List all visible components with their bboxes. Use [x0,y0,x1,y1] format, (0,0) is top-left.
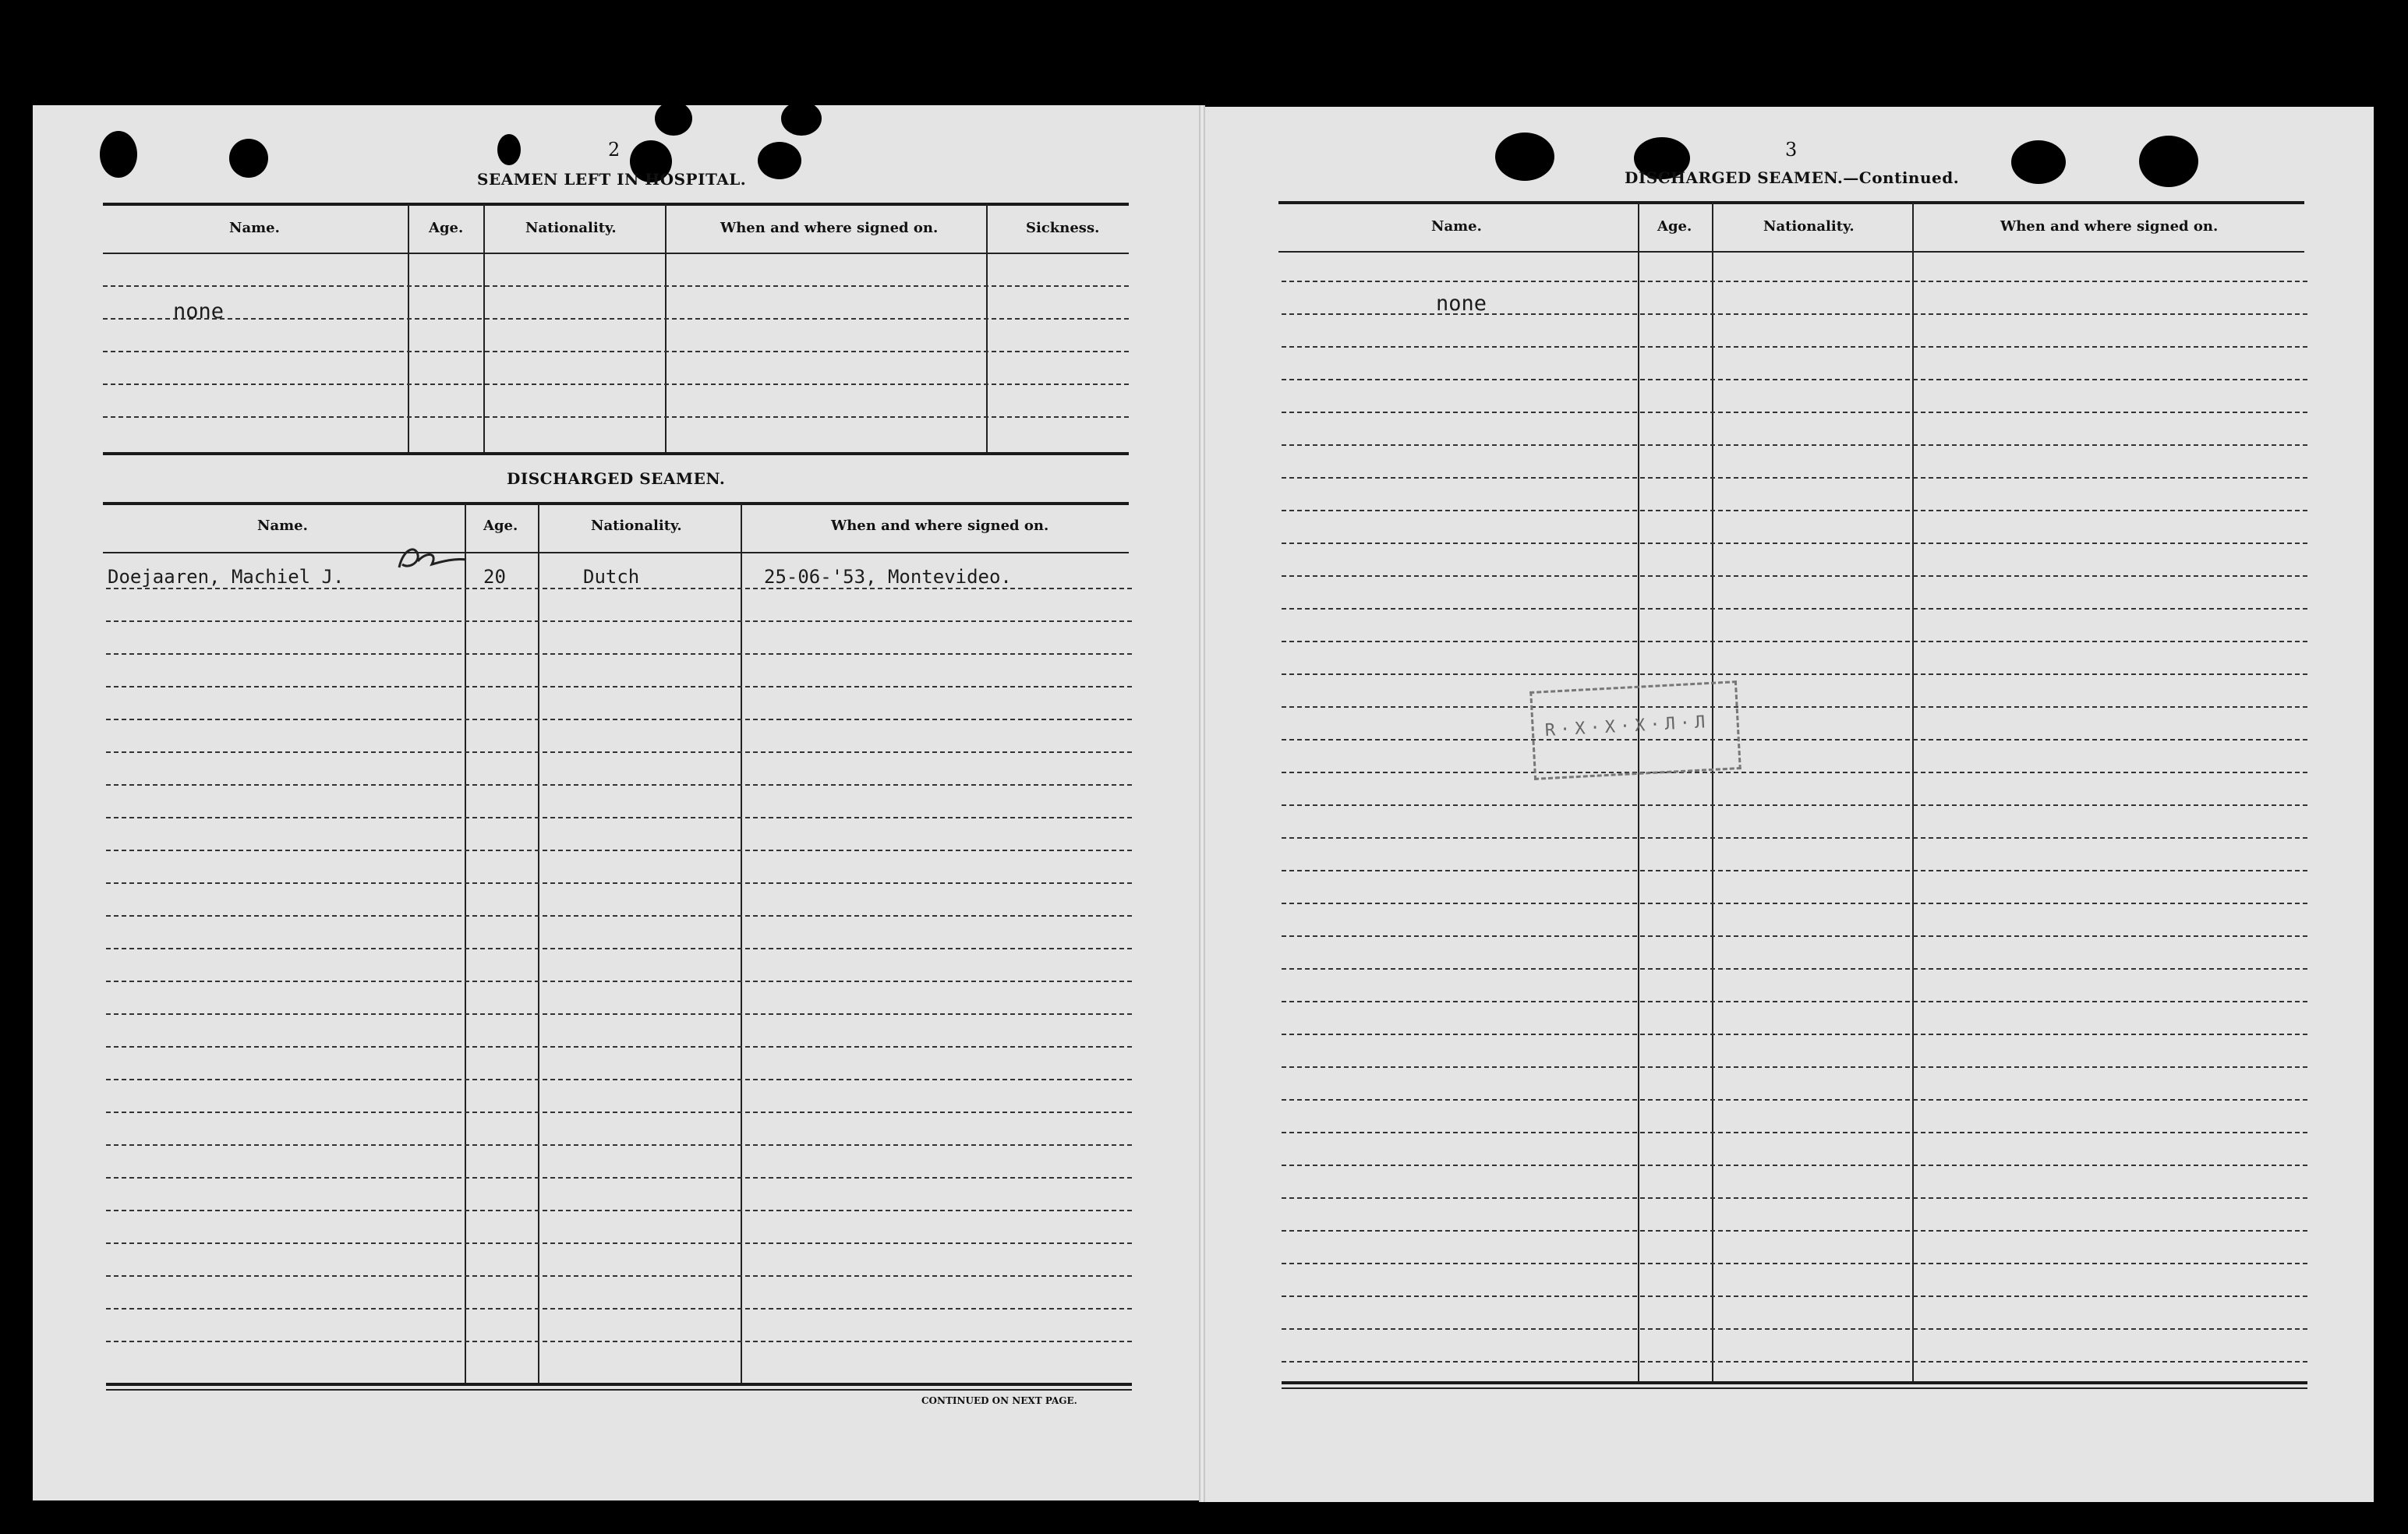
ruled-line [1282,1099,2307,1101]
punch-hole [2139,136,2198,187]
hospital-col-sickness: Sickness. [1026,220,1100,236]
hospital-col-age: Age. [429,220,464,236]
hospital-divider [986,204,988,452]
right-bottom-rule [1282,1381,2307,1384]
ruled-line [1282,313,2307,315]
discharged-section-title: DISCHARGED SEAMEN. [507,469,726,488]
ruled-line [106,1013,1132,1015]
ruled-line [106,850,1132,851]
discharged-bottom-rule-2 [106,1389,1132,1391]
ruled-line [106,719,1132,720]
punch-hole [758,142,801,179]
ruled-line [1282,1197,2307,1199]
hospital-divider [665,204,667,452]
punch-hole [1495,133,1554,181]
hospital-row-line [103,285,1129,287]
ruled-line [1282,412,2307,413]
ruled-line [1282,673,2307,675]
discharged-divider [538,504,539,1383]
ruled-line [1282,575,2307,577]
right-col-name: Name. [1431,218,1482,235]
right-top-rule [1278,201,2304,204]
ruled-line [106,1177,1132,1179]
ruled-line [1282,1132,2307,1133]
hospital-row-line [103,384,1129,385]
ruled-line [106,1210,1132,1211]
ruled-line [1282,935,2307,937]
page-gutter [1199,105,1205,1502]
discharged-divider [465,504,466,1383]
ruled-line [106,1341,1132,1342]
right-entry: none [1436,292,1487,316]
ruled-line [106,981,1132,982]
punch-hole [497,134,521,165]
left-page-number: 2 [608,139,621,161]
discharged-col-nationality: Nationality. [591,518,682,534]
ruled-line [1282,608,2307,610]
hospital-divider [408,204,409,452]
discharged-row-signed-on: 25-06-'53, Montevideo. [764,566,1012,588]
ruled-line [106,1079,1132,1080]
discharged-col-age: Age. [483,518,518,534]
punch-hole [229,139,268,178]
hospital-divider [483,204,485,452]
ruled-line [106,751,1132,753]
ruled-line [106,948,1132,949]
ruled-line [1282,968,2307,970]
ruled-line [1282,837,2307,839]
discharged-top-rule [103,502,1129,505]
ruled-line [1282,804,2307,806]
hospital-col-nationality: Nationality. [525,220,617,236]
discharged-col-signed-on: When and where signed on. [831,518,1049,534]
punch-hole [655,101,692,136]
hospital-row-line [103,351,1129,352]
punch-hole [2011,140,2066,184]
continued-note: CONTINUED ON NEXT PAGE. [921,1395,1077,1406]
right-col-signed-on: When and where signed on. [2000,218,2219,235]
ruled-line [106,686,1132,687]
ruled-line [106,882,1132,884]
ruled-line [1282,346,2307,348]
ruled-line [1282,870,2307,871]
ruled-line [1282,379,2307,380]
discharged-row-name: Doejaaren, Machiel J. [108,566,345,588]
right-section-title: DISCHARGED SEAMEN.—Continued. [1625,168,1960,187]
ruled-line [106,1144,1132,1146]
ruled-line [106,620,1132,622]
ruled-line [1282,739,2307,740]
handwritten-mark [394,543,469,574]
ruled-line [1282,1295,2307,1297]
ruled-line [106,915,1132,917]
ruled-line [106,1308,1132,1310]
ruled-line [1282,1328,2307,1330]
hospital-col-signed-on: When and where signed on. [720,220,939,236]
ruled-line [106,1275,1132,1277]
ruled-line [1282,1263,2307,1264]
hospital-top-rule [103,203,1129,206]
ruled-line [1282,281,2307,282]
ruled-line [1282,477,2307,479]
ruled-line [1282,706,2307,708]
right-page-number: 3 [1785,139,1798,161]
punch-hole [781,101,822,136]
hospital-row-line [103,318,1129,320]
right-col-age: Age. [1657,218,1692,235]
ruled-line [106,784,1132,786]
ruled-line [106,817,1132,818]
ruled-line [1282,1165,2307,1166]
discharged-row-age: 20 [483,566,506,588]
ruled-line [1282,444,2307,446]
ruled-line [106,653,1132,655]
discharged-row-nationality: Dutch [583,566,640,588]
ruled-line [1282,543,2307,544]
ruled-line [1282,510,2307,511]
ruled-line [106,1242,1132,1244]
ruled-line [1282,1230,2307,1232]
ruled-line [1282,1001,2307,1002]
discharged-header-rule [103,552,1129,553]
right-bottom-rule-2 [1282,1387,2307,1389]
ruled-line [106,1046,1132,1048]
hospital-header-rule [103,253,1129,254]
punch-hole [100,131,137,178]
ruled-line [1282,772,2307,773]
discharged-divider [741,504,742,1383]
hospital-section-title: SEAMEN LEFT IN HOSPITAL. [477,170,747,189]
discharged-col-name: Name. [257,518,308,534]
hospital-row-line [103,416,1129,418]
ruled-line [106,588,1132,589]
right-header-rule [1278,251,2304,253]
ruled-line [1282,1361,2307,1363]
hospital-col-name: Name. [229,220,280,236]
ruled-line [106,1112,1132,1113]
ruled-line [1282,1066,2307,1068]
hospital-bottom-rule [103,452,1129,455]
right-col-nationality: Nationality. [1763,218,1855,235]
ruled-line [1282,1034,2307,1035]
discharged-bottom-rule [106,1383,1132,1386]
hospital-entry: none [173,299,225,323]
ruled-line [1282,903,2307,904]
faint-stamp: R·X·X·X·Л·Л [1529,680,1741,780]
ruled-line [1282,641,2307,642]
